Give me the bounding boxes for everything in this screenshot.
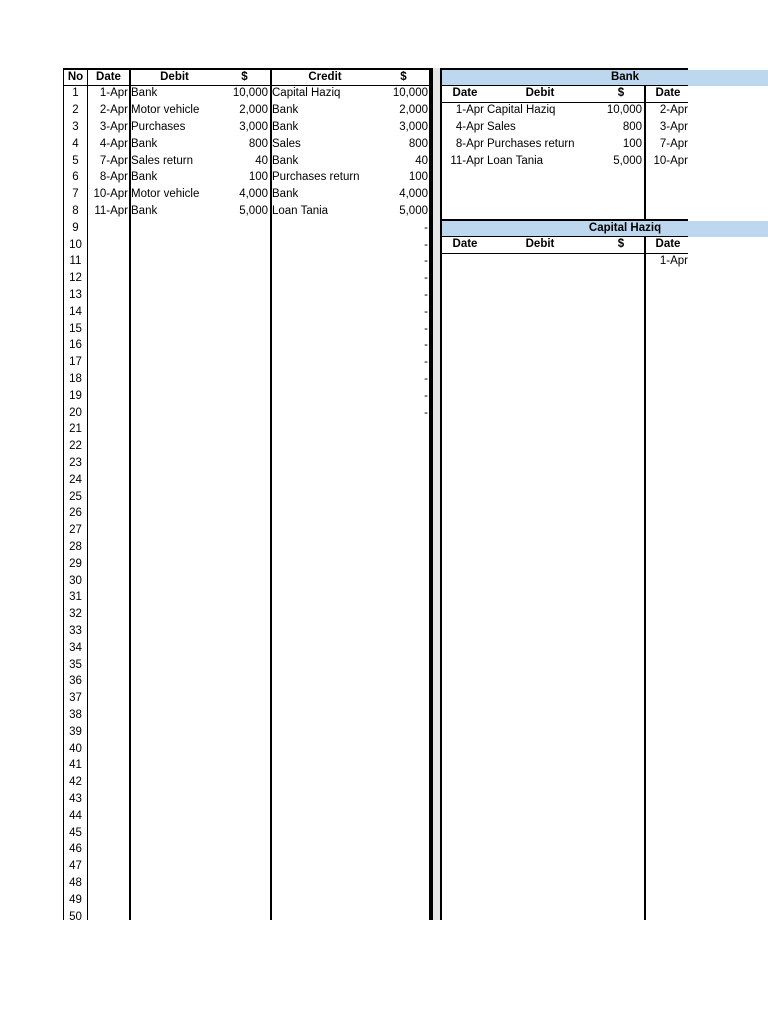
row-number[interactable]: 27 bbox=[69, 524, 82, 537]
bank-amount-sep bbox=[644, 85, 646, 220]
ledger-row-date[interactable]: 8-Apr bbox=[455, 137, 484, 150]
entry-credit-account[interactable]: Sales bbox=[272, 137, 301, 150]
header-debit[interactable]: Debit bbox=[160, 70, 189, 83]
entry-credit-account[interactable]: Bank bbox=[272, 104, 299, 117]
row-number[interactable]: 49 bbox=[69, 893, 82, 906]
entry-credit-amount[interactable]: 10,000 bbox=[392, 87, 428, 100]
entry-credit-amount[interactable]: 800 bbox=[408, 137, 428, 150]
row-number[interactable]: 36 bbox=[69, 675, 82, 688]
entry-credit-amount-dash[interactable]: - bbox=[424, 238, 428, 251]
entry-credit-amount[interactable]: 40 bbox=[415, 154, 428, 167]
ledger-header-date-credit[interactable]: Date bbox=[655, 238, 681, 251]
row-number[interactable]: 41 bbox=[69, 759, 82, 772]
row-number[interactable]: 15 bbox=[69, 322, 82, 335]
row-number[interactable]: 26 bbox=[69, 507, 82, 520]
row-number[interactable]: 13 bbox=[69, 288, 82, 301]
entry-credit-amount[interactable]: 5,000 bbox=[399, 204, 428, 217]
ledger-row-date-credit[interactable]: 3-Apr bbox=[659, 120, 688, 133]
row-number[interactable]: 24 bbox=[69, 473, 82, 486]
row-number[interactable]: 22 bbox=[69, 440, 82, 453]
ledger-row-account[interactable]: Purchases return bbox=[487, 137, 575, 150]
entry-credit-amount-dash[interactable]: - bbox=[424, 356, 428, 369]
entry-debit-account[interactable]: Motor vehicle bbox=[131, 104, 200, 117]
entry-date[interactable]: 10-Apr bbox=[93, 188, 128, 201]
ledger-row-account[interactable]: Sales bbox=[487, 120, 516, 133]
entry-debit-account[interactable]: Sales return bbox=[131, 154, 194, 167]
row-number[interactable]: 25 bbox=[69, 490, 82, 503]
row-number[interactable]: 37 bbox=[69, 692, 82, 705]
row-number[interactable]: 45 bbox=[69, 826, 82, 839]
entry-credit-amount-dash[interactable]: - bbox=[424, 272, 428, 285]
entry-credit-amount-dash[interactable]: - bbox=[424, 322, 428, 335]
row-number[interactable]: 14 bbox=[69, 305, 82, 318]
entry-credit-amount-dash[interactable]: - bbox=[424, 305, 428, 318]
row-number[interactable]: 19 bbox=[69, 389, 82, 402]
row-number[interactable]: 32 bbox=[69, 608, 82, 621]
ledger-row-amount[interactable]: 5,000 bbox=[613, 154, 642, 167]
ledger-header-debit[interactable]: Debit bbox=[525, 238, 555, 251]
entry-date[interactable]: 11-Apr bbox=[94, 204, 128, 217]
header-credit-amount[interactable]: $ bbox=[400, 70, 407, 83]
ledger-row-date[interactable]: 4-Apr bbox=[455, 120, 484, 133]
entry-credit-amount-dash[interactable]: - bbox=[424, 339, 428, 352]
ledger-title[interactable]: Bank bbox=[610, 70, 640, 83]
entry-date[interactable]: 8-Apr bbox=[99, 171, 128, 184]
row-number[interactable]: 28 bbox=[69, 540, 82, 553]
entry-debit-amount[interactable]: 100 bbox=[248, 171, 268, 184]
entry-debit-account[interactable]: Motor vehicle bbox=[131, 188, 200, 201]
row-number[interactable]: 12 bbox=[69, 272, 82, 285]
row-number[interactable]: 40 bbox=[69, 742, 82, 755]
entry-debit-amount[interactable]: 2,000 bbox=[239, 104, 268, 117]
row-number[interactable]: 44 bbox=[69, 809, 82, 822]
row-number[interactable]: 6 bbox=[72, 171, 79, 184]
entry-credit-amount[interactable]: 3,000 bbox=[399, 120, 428, 133]
ledger-row-date-credit[interactable]: 10-Apr bbox=[653, 154, 688, 167]
entry-debit-amount[interactable]: 10,000 bbox=[232, 87, 268, 100]
entry-date[interactable]: 2-Apr bbox=[99, 104, 128, 117]
row-number[interactable]: 11 bbox=[69, 255, 82, 268]
entry-credit-account[interactable]: Bank bbox=[272, 154, 299, 167]
header-debit-amount[interactable]: $ bbox=[241, 70, 248, 83]
row-number[interactable]: 17 bbox=[69, 356, 82, 369]
journal-gutter bbox=[433, 68, 440, 920]
row-number[interactable]: 23 bbox=[69, 456, 82, 469]
ledger-header-date[interactable]: Date bbox=[452, 87, 478, 100]
entry-date[interactable]: 4-Apr bbox=[99, 137, 128, 150]
header-no[interactable]: No bbox=[67, 70, 84, 83]
ledger-header-date[interactable]: Date bbox=[452, 238, 478, 251]
row-number[interactable]: 30 bbox=[69, 574, 82, 587]
entry-date[interactable]: 1-Apr bbox=[99, 87, 128, 100]
row-number[interactable]: 38 bbox=[69, 708, 82, 721]
row-number[interactable]: 47 bbox=[69, 860, 82, 873]
ledger-title[interactable]: Capital Haziq bbox=[588, 221, 662, 234]
entry-credit-account[interactable]: Loan Tania bbox=[272, 204, 329, 217]
entry-debit-amount[interactable]: 5,000 bbox=[239, 204, 268, 217]
entry-date[interactable]: 7-Apr bbox=[99, 154, 128, 167]
row-number[interactable]: 35 bbox=[69, 658, 82, 671]
row-number[interactable]: 1 bbox=[72, 87, 79, 100]
entry-credit-account[interactable]: Purchases return bbox=[272, 171, 360, 184]
row-number[interactable]: 3 bbox=[72, 120, 79, 133]
entry-debit-account[interactable]: Purchases bbox=[131, 120, 186, 133]
entry-credit-amount-dash[interactable]: - bbox=[424, 372, 428, 385]
ledger-row-date-credit[interactable]: 1-Apr bbox=[659, 255, 688, 268]
ledger-header-debit[interactable]: Debit bbox=[525, 87, 555, 100]
ledger-row-account[interactable]: Capital Haziq bbox=[487, 104, 556, 117]
ledger-header-amount[interactable]: $ bbox=[617, 87, 625, 100]
entry-credit-amount-dash[interactable]: - bbox=[424, 389, 428, 402]
row-number[interactable]: 33 bbox=[69, 624, 82, 637]
entry-debit-account[interactable]: Bank bbox=[131, 171, 158, 184]
ledger-row-date[interactable]: 1-Apr bbox=[455, 104, 484, 117]
entry-credit-amount[interactable]: 100 bbox=[408, 171, 428, 184]
ledger-row-date-credit[interactable]: 7-Apr bbox=[659, 137, 688, 150]
header-date[interactable]: Date bbox=[96, 70, 121, 83]
entry-debit-amount[interactable]: 4,000 bbox=[239, 188, 268, 201]
row-number[interactable]: 16 bbox=[69, 339, 82, 352]
entry-credit-account[interactable]: Capital Haziq bbox=[272, 87, 341, 100]
entry-credit-amount[interactable]: 4,000 bbox=[399, 188, 428, 201]
entry-debit-account[interactable]: Bank bbox=[131, 87, 158, 100]
row-number[interactable]: 4 bbox=[72, 137, 79, 150]
ledger-header-amount[interactable]: $ bbox=[617, 238, 625, 251]
row-number[interactable]: 18 bbox=[69, 372, 82, 385]
entry-debit-account[interactable]: Bank bbox=[131, 137, 158, 150]
entry-credit-amount[interactable]: 2,000 bbox=[399, 104, 428, 117]
row-number[interactable]: 34 bbox=[69, 641, 82, 654]
row-number[interactable]: 50 bbox=[69, 910, 82, 923]
ledger-row-date-credit[interactable]: 2-Apr bbox=[659, 104, 688, 117]
ledger-left-border bbox=[440, 68, 442, 920]
row-number[interactable]: 29 bbox=[69, 557, 82, 570]
row-number[interactable]: 10 bbox=[69, 238, 82, 251]
ledger-row-account[interactable]: Loan Tania bbox=[487, 154, 544, 167]
row-number[interactable]: 48 bbox=[69, 876, 82, 889]
row-number[interactable]: 46 bbox=[69, 843, 82, 856]
row-number[interactable]: 7 bbox=[72, 188, 79, 201]
entry-credit-amount-dash[interactable]: - bbox=[424, 221, 428, 234]
entry-debit-amount[interactable]: 3,000 bbox=[239, 120, 268, 133]
entry-credit-account[interactable]: Bank bbox=[272, 120, 299, 133]
entry-credit-amount-dash[interactable]: - bbox=[424, 255, 428, 268]
row-number[interactable]: 31 bbox=[69, 591, 82, 604]
row-number[interactable]: 42 bbox=[69, 776, 82, 789]
row-number[interactable]: 8 bbox=[72, 204, 79, 217]
row-number[interactable]: 20 bbox=[69, 406, 82, 419]
entry-credit-account[interactable]: Bank bbox=[272, 188, 299, 201]
row-number[interactable]: 5 bbox=[72, 154, 79, 167]
row-number[interactable]: 39 bbox=[69, 725, 82, 738]
entry-debit-amount[interactable]: 800 bbox=[248, 137, 268, 150]
entry-debit-account[interactable]: Bank bbox=[131, 204, 158, 217]
row-number[interactable]: 21 bbox=[69, 423, 82, 436]
row-number[interactable]: 2 bbox=[72, 104, 79, 117]
ledger-row-date[interactable]: 11-Apr bbox=[450, 154, 484, 167]
entry-credit-amount-dash[interactable]: - bbox=[424, 406, 428, 419]
ledger-header-date-credit[interactable]: Date bbox=[655, 87, 681, 100]
row-number[interactable]: 9 bbox=[72, 221, 79, 234]
entry-credit-amount-dash[interactable]: - bbox=[424, 288, 428, 301]
ledger-row-amount[interactable]: 10,000 bbox=[606, 104, 642, 117]
ledger-row-amount[interactable]: 800 bbox=[622, 120, 642, 133]
entry-date[interactable]: 3-Apr bbox=[99, 120, 128, 133]
capital-amount-sep bbox=[644, 236, 646, 920]
ledger-row-amount[interactable]: 100 bbox=[622, 137, 642, 150]
entry-debit-amount[interactable]: 40 bbox=[255, 154, 268, 167]
header-credit[interactable]: Credit bbox=[308, 70, 342, 83]
row-number[interactable]: 43 bbox=[69, 792, 82, 805]
